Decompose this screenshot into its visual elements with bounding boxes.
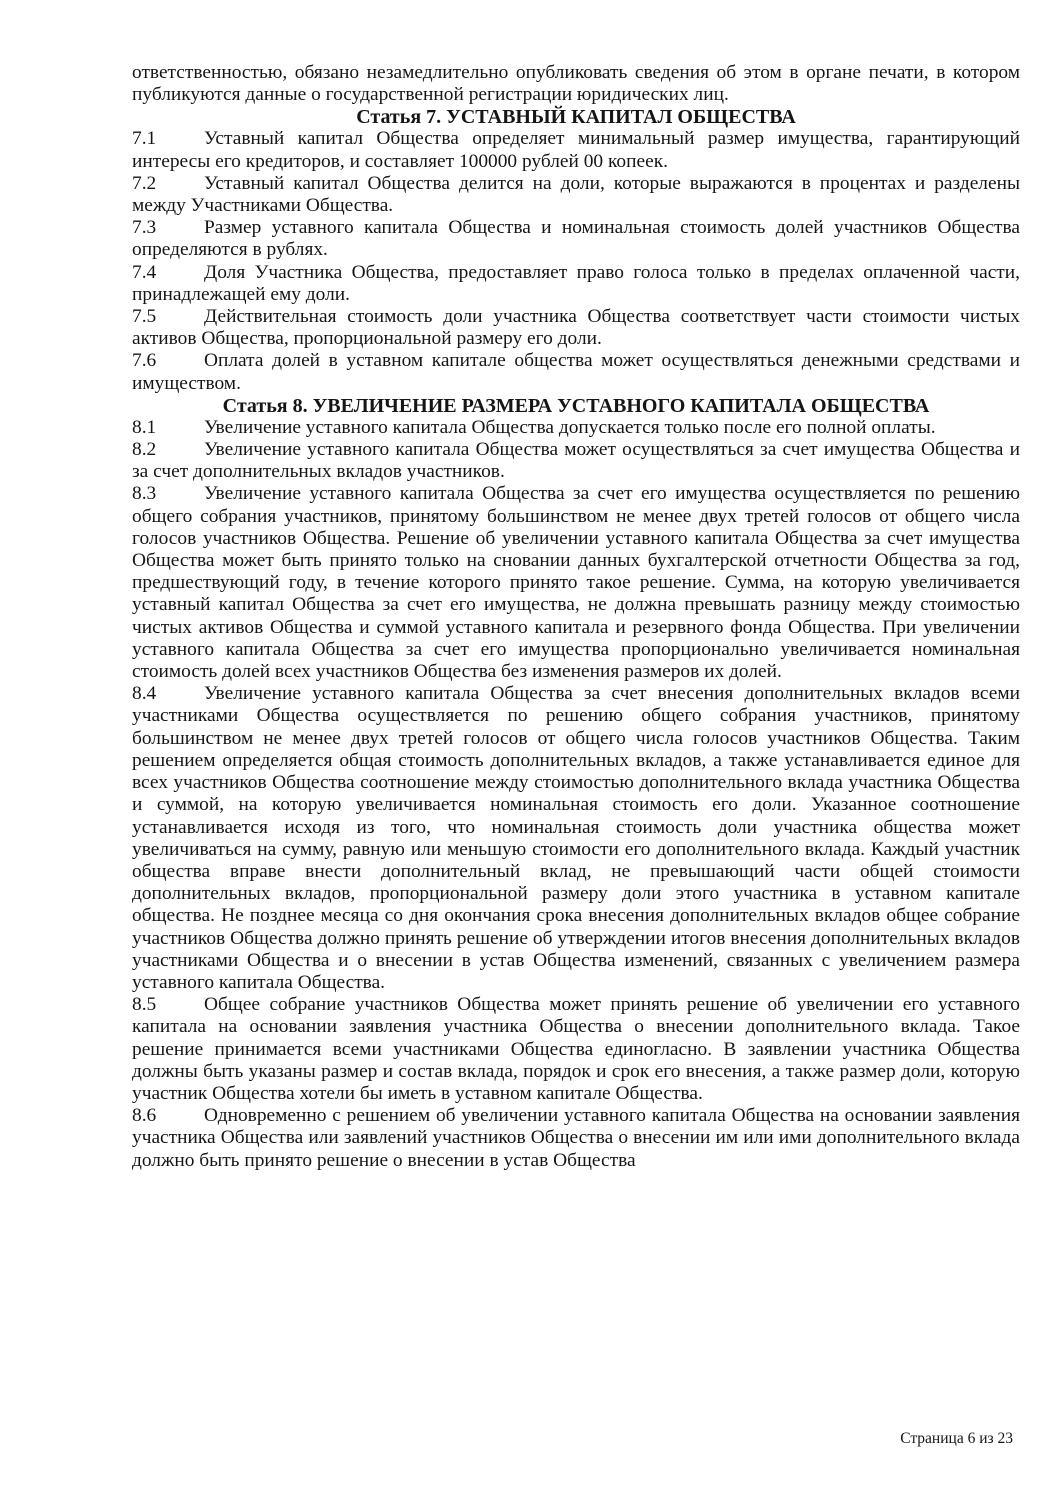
clause-number: 8.4 (132, 683, 157, 705)
clause-number: 7.1 (132, 128, 157, 150)
clause-text: Увеличение уставного капитала Общества за счет его имущества осуществляется по решению общего собрания участников, принятому большинством не менее двух третей голосов от общего числа голосов участников Общества. Решение об увеличении уставного капитала Общества за счет имущества Общества может быть принято только на сновании данных бухгалтерской отчетности Общества за год, предшествующий году, в течение которого принято такое решение. Сумма, на которую увеличивается уставный капитал Общества за счет его имущества, не должна превышать разницу между стоимостью чистых активов Общества и суммой уставного капитала и резервного фонда Общества. При увеличении уставного капитала Общества за счет его имущества пропорционально увеличивается номинальная стоимость долей всех участников Общества без изменения размеров их долей. (132, 483, 1020, 683)
clause-8-5 (132, 994, 1020, 1105)
clause-number: 7.5 (132, 306, 157, 328)
page-number: Страница 6 из 23 (900, 1430, 1013, 1447)
clause-7-1 (132, 128, 1020, 172)
clause-8-1 (132, 417, 1020, 439)
article-7-title: Статья 7. УСТАВНЫЙ КАПИТАЛ ОБЩЕСТВА (356, 106, 796, 129)
clause-text: Уставный капитал Общества определяет минимальный размер имущества, гарантирующий интересы его кредиторов, и составляет 100000 рублей 00 копеек. (132, 128, 1020, 172)
clause-number: 7.2 (132, 172, 157, 194)
clause-text: Общее собрание участников Общества может принять решение об увеличении его уставного капитала на основании заявления участника Общества о внесении дополнительного вклада. Такое решение принимается всеми участниками Общества единогласно. В заявлении участника Общества должны быть указаны размер и состав вклада, порядок и срок его внесения, а также размер доли, которую участник Общества хотели бы иметь в уставном капитале Общества. (132, 994, 1020, 1104)
clause-8-4 (132, 683, 1020, 994)
clause-number: 8.1 (132, 416, 157, 438)
document-page (132, 62, 1020, 1172)
clause-number: 7.3 (132, 217, 157, 239)
clause-number: 7.4 (132, 261, 157, 283)
clause-text: Уставный капитал Общества делится на доли, которые выражаются в процентах и разделены между Участниками Общества. (132, 172, 1020, 217)
clause-number: 8.2 (132, 439, 157, 461)
clause-7-5 (132, 306, 1020, 350)
clause-number: 8.5 (132, 994, 157, 1016)
clause-text: Увеличение уставного капитала Общества может осуществляться за счет имущества Общества и за счет дополнительных вкладов участников. (132, 439, 1020, 483)
clause-number: 8.6 (132, 1105, 157, 1127)
clause-7-3 (132, 217, 1020, 261)
clause-7-6 (132, 350, 1020, 394)
clause-8-3 (132, 483, 1020, 683)
clause-text: Размер уставного капитала Общества и номинальная стоимость долей участников Общества определяются в рублях. (132, 217, 1020, 261)
clause-text: Одновременно с решением об увеличении уставного капитала Общества на основании заявления участника Общества или заявлений участников Общества о внесении им или ими дополнительного вклада должно быть принято решение о внесении в устав Общества (132, 1105, 1020, 1171)
clause-8-2 (132, 439, 1020, 483)
clause-8-6 (132, 1105, 1020, 1172)
clause-number: 8.3 (132, 483, 157, 505)
clause-text: Увеличение уставного капитала Общества допускается только после его полной оплаты. (204, 416, 936, 438)
clause-text: Действительная стоимость доли участника Общества соответствует части стоимости чистых активов Общества, пропорциональной размеру его доли. (132, 306, 1020, 350)
clause-text: Оплата долей в уставном капитале общества может осуществляться денежными средствами и имуществом. (132, 350, 1020, 394)
clause-text: Увеличение уставного капитала Общества за счет внесения дополнительных вкладов всеми участниками Общества осуществляется по решению общего собрания участников, принятому большинством не менее двух третей голосов от общего числа голосов участников Общества. Таким решением определяется общая стоимость дополнительных вкладов, а также устанавливается единое для всех участников Общества соотношение между стоимостью дополнительного вклада участника Общества и суммой, на которую увеличивается номинальная стоимость его доли. Указанное соотношение устанавливается исходя из того, что номинальная стоимость доли участника общества может увеличиваться на сумму, равную или меньшую стоимости его дополнительного вклада. Каждый участник общества вправе внести дополнительный вклад, не превышающий части общей стоимости дополнительных вкладов, пропорциональной размеру доли этого участника в уставном капитале общества. Не позднее месяца со дня окончания срока внесения дополнительных вкладов общее собрание участников Общества должно принять решение об утверждении итогов внесения дополнительных вкладов участниками Общества и о внесении в устав Общества изменений, связанных с увеличением размера уставного капитала Общества. (132, 683, 1020, 993)
clause-text: Доля Участника Общества, предоставляет право голоса только в пределах оплаченной части, принадлежащей ему доли. (132, 261, 1020, 305)
clause-number: 7.6 (132, 350, 157, 372)
clause-7-4 (132, 262, 1020, 306)
intro-paragraph: ответственностью, обязано незамедлительно опубликовать сведения об этом в органе печати, в котором публикуются данные о государственной регистрации юридических лиц. (132, 62, 1020, 106)
clause-7-2 (132, 173, 1020, 217)
article-8-title: Статья 8. УВЕЛИЧЕНИЕ РАЗМЕРА УСТАВНОГО КАПИТАЛА ОБЩЕСТВА (222, 394, 930, 417)
